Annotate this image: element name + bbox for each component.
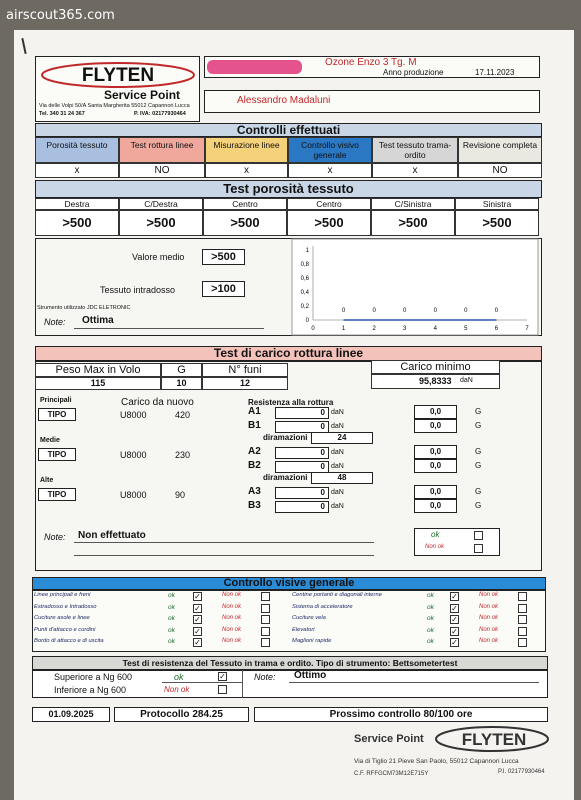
resistenza-note-line (289, 682, 539, 683)
y-tick-label: 0,6 (300, 276, 309, 282)
superiore-checkbox[interactable]: ✓ (219, 672, 226, 681)
inferiore-value: Non ok (164, 685, 190, 694)
diram-label-1: diramazioni (263, 433, 308, 442)
visivi-left-nonok-0: Non ok (222, 592, 242, 598)
visivi-right-nonok-2: Non ok (479, 615, 499, 621)
group-tipo-1[interactable]: TIPO (38, 448, 76, 461)
row-unit-2-1: daN (331, 503, 344, 510)
visivi-left-ok-checkbox-4[interactable]: ✓ (194, 638, 201, 647)
visivi-right-nonok-checkbox-1[interactable] (518, 604, 527, 613)
intradosso-value: >100 (202, 281, 245, 297)
row-ratio-1-0: 0,0 (414, 445, 457, 459)
stamp-logo (432, 724, 552, 754)
visivi-right-ok-3: ok (427, 626, 434, 634)
porosita-value-3: >500 (287, 210, 371, 236)
inferiore-checkbox[interactable] (218, 685, 227, 694)
porosita-value-0: >500 (35, 210, 119, 236)
carico-min-label: Carico minimo (371, 360, 500, 374)
document-page (14, 30, 574, 800)
carico-title: Test di carico rottura linee (35, 346, 542, 361)
visivi-left-ok-2: ok (168, 615, 175, 622)
group-code-0: U8000 (120, 410, 147, 420)
row-value-0-0: 0 (275, 407, 329, 419)
group-code-2: U8000 (120, 490, 147, 500)
controlli-header-3: Controllo visivo generale (288, 137, 372, 163)
row-unit-1-1: daN (331, 463, 344, 470)
porosita-note-label: Note: (44, 317, 66, 327)
header-logo-box (35, 56, 200, 122)
resistenza-note-label: Note: (254, 672, 276, 682)
row-g-0-0: G (475, 407, 482, 416)
controlli-value-1: NO (119, 163, 205, 178)
piva-line: P. IVA: 02177930464 (134, 111, 186, 117)
porosita-header-3: Centro (287, 198, 371, 210)
porosita-header-2: Centro (203, 198, 287, 210)
resistenza-note: Ottimo (294, 670, 327, 681)
tel-line: Tel. 340 31 24 367 (39, 111, 85, 117)
row-label-2-0: A3 (248, 486, 261, 497)
stamp-service-point: Service Point (354, 733, 424, 745)
visivi-right-nonok-0: Non ok (479, 592, 499, 598)
row-g-1-0: G (475, 447, 482, 456)
visivi-right-ok-4: ok (427, 638, 434, 645)
peso-label: Peso Max in Volo (35, 363, 161, 377)
pen-mark (21, 38, 26, 54)
row-ratio-0-0: 0,0 (414, 405, 457, 419)
visivi-right-ok-checkbox-4[interactable]: ✓ (451, 638, 458, 647)
visivi-right-label-4: Maglioni rapide (292, 638, 332, 644)
visivi-right-ok-checkbox-3[interactable]: ✓ (451, 626, 458, 636)
diram-value-2: 48 (311, 472, 373, 484)
carico-min-unit: daN (460, 377, 473, 384)
intradosso-label: Tessuto intradosso (100, 285, 176, 295)
row-unit-0-0: daN (331, 409, 344, 416)
visivi-body (32, 590, 546, 652)
porosita-header-1: C/Destra (119, 198, 203, 210)
row-value-0-1: 0 (275, 421, 329, 433)
row-value-2-1: 0 (275, 501, 329, 513)
porosita-value-5: >500 (455, 210, 539, 236)
visivi-left-label-1: Estradosso e Intradosso (34, 603, 97, 610)
stamp-cf: C.F. RFFGCM73M12E715Y (354, 771, 429, 777)
service-point-label: Service Point (104, 88, 181, 102)
controlli-value-5: NO (458, 163, 542, 178)
visivi-left-nonok-1: Non ok (222, 603, 242, 610)
controlli-header-0: Porosità tessuto (35, 137, 119, 163)
visivi-right-ok-checkbox-0[interactable]: ✓ (451, 592, 458, 601)
row-unit-1-0: daN (331, 449, 344, 456)
porosita-header-5: Sinistra (455, 198, 539, 210)
row-ratio-1-1: 0,0 (414, 459, 457, 473)
x-tick-label: 4 (433, 326, 437, 332)
visivi-left-nonok-checkbox-1[interactable] (261, 604, 270, 613)
group-tipo-0[interactable]: TIPO (38, 408, 76, 421)
logo-text: FLYTEN (81, 65, 155, 86)
carico-nonok-label: Non ok (425, 544, 445, 550)
carico-nonok-checkbox[interactable] (474, 544, 483, 553)
visivi-left-ok-checkbox-0[interactable]: ✓ (194, 592, 201, 601)
y-tick-label: 0,8 (300, 262, 309, 268)
visivi-right-nonok-checkbox-0[interactable] (518, 592, 527, 601)
valore-medio-value: >500 (202, 249, 245, 265)
visivi-left-ok-4: ok (168, 638, 175, 645)
visivi-right-ok-2: ok (427, 615, 434, 622)
row-value-1-0: 0 (275, 447, 329, 459)
model-box (204, 56, 540, 78)
visivi-right-ok-0: ok (427, 592, 434, 599)
visivi-right-ok-checkbox-1[interactable]: ✓ (451, 603, 458, 613)
row-label-0-1: B1 (248, 420, 261, 431)
footer-date: 01.09.2025 (32, 707, 110, 722)
g-label: G (161, 363, 202, 377)
visivi-right-nonok-4: Non ok (479, 638, 499, 644)
visivi-left-nonok-4: Non ok (222, 638, 242, 644)
resistenza-title: Test di resistenza del Tessuto in trama e ordito. Tipo di strumento: Bettsometertest (32, 656, 548, 670)
footer-prossimo: Prossimo controllo 80/100 ore (254, 707, 548, 722)
x-tick-label: 0 (311, 326, 315, 332)
visivi-right-nonok-checkbox-4[interactable] (518, 638, 527, 647)
visivi-left-nonok-checkbox-3[interactable] (261, 627, 270, 636)
diram-value-1: 24 (311, 432, 373, 444)
controlli-value-3: x (288, 163, 372, 178)
row-unit-2-0: daN (331, 489, 344, 496)
visivi-right-label-1: Sistema di acceleratore (292, 603, 353, 610)
visivi-right-nonok-3: Non ok (479, 626, 499, 633)
data-label: 0 (464, 308, 468, 314)
g-value: 10 (161, 377, 202, 390)
superiore-label: Superiore a Ng 600 (54, 672, 133, 682)
row-unit-0-1: daN (331, 423, 344, 430)
visivi-right-nonok-checkbox-3[interactable] (518, 627, 527, 636)
x-tick-label: 1 (341, 326, 346, 332)
porosita-value-2: >500 (203, 210, 287, 236)
row-ratio-0-1: 0,0 (414, 419, 457, 433)
strumento-text: Strumento utilizzato JDC ELETRONIC (37, 305, 131, 311)
visivi-right-label-2: Cuciture vela (292, 615, 326, 621)
row-value-2-0: 0 (275, 487, 329, 499)
visivi-right-ok-checkbox-2[interactable]: ✓ (451, 615, 458, 624)
x-tick-label: 2 (372, 326, 376, 332)
flyten-logo (39, 61, 197, 89)
y-tick-label: 0,4 (300, 290, 309, 296)
visivi-right-nonok-1: Non ok (479, 603, 499, 610)
resistenza-divider-v (242, 670, 243, 698)
visivi-left-label-2: Cuciture asole e linee (34, 615, 90, 621)
row-label-1-1: B2 (248, 460, 261, 471)
porosita-title: Test porosità tessuto (35, 180, 542, 198)
y-tick-label: 1 (305, 248, 309, 254)
visivi-left-ok-checkbox-1[interactable]: ✓ (194, 603, 201, 613)
row-label-0-0: A1 (248, 406, 261, 417)
controlli-header-5: Revisione completa (458, 137, 542, 163)
y-tick-label: 0 (305, 318, 309, 324)
stamp-address: Via di Tiglio 21 Pieve San Paolo, 55012 Capannori Lucca (354, 758, 519, 765)
x-tick-label: 3 (403, 326, 407, 332)
group-name-1: Medie (40, 437, 60, 444)
controlli-title: Controlli effettuati (35, 123, 542, 137)
funi-value: 12 (202, 377, 288, 390)
carico-ok-label: ok (431, 530, 440, 539)
visivi-left-ok-checkbox-2[interactable]: ✓ (194, 615, 201, 624)
controlli-header-4: Test tessuto trama-ordito (372, 137, 458, 163)
carico-ok-box (414, 528, 500, 556)
carico-note-line-2 (74, 555, 374, 556)
footer-protocollo: Protocollo 284.25 (114, 707, 249, 722)
visivi-left-ok-1: ok (168, 603, 175, 611)
row-label-2-1: B3 (248, 500, 261, 511)
visivi-left-ok-checkbox-3[interactable]: ✓ (194, 626, 201, 636)
data-label: 0 (494, 308, 499, 314)
carico-note: Non effettuato (78, 530, 146, 541)
visivi-left-nonok-checkbox-4[interactable] (261, 638, 270, 647)
row-ratio-2-1: 0,0 (414, 499, 457, 513)
controlli-header-2: Misurazione linee (205, 137, 288, 163)
visivi-left-label-3: Punti d'attacco e cordini (34, 626, 96, 633)
porosita-note: Ottima (82, 315, 114, 326)
visivi-left-label-0: Linee principali e freni (34, 592, 91, 598)
visivi-left-label-4: Bordo di attacco e di uscita (34, 638, 104, 644)
carico-ok-checkbox[interactable] (474, 531, 483, 540)
row-value-1-1: 0 (275, 461, 329, 473)
controlli-header-1: Test rottura linee (119, 137, 205, 163)
visivi-right-label-0: Centine portanti e diagonali interne (292, 592, 382, 598)
visivi-left-ok-0: ok (168, 592, 175, 599)
porosita-chart (291, 238, 541, 338)
data-label: 0 (403, 308, 407, 314)
diram-label-2: diramazioni (263, 473, 308, 482)
x-tick-label: 6 (494, 326, 499, 332)
y-tick-label: 0,2 (300, 304, 309, 310)
visivi-left-nonok-checkbox-0[interactable] (261, 592, 270, 601)
model-name: Ozone Enzo 3 Tg. M (325, 57, 417, 68)
visivi-left-ok-3: ok (168, 626, 175, 634)
stamp-piva: P.I. 02177930464 (498, 769, 545, 775)
carico-note-label: Note: (44, 532, 66, 542)
porosita-value-1: >500 (119, 210, 203, 236)
row-g-2-1: G (475, 501, 482, 510)
controlli-value-0: x (35, 163, 119, 178)
visivi-right-ok-1: ok (427, 603, 434, 611)
data-label: 0 (341, 308, 346, 314)
porosita-header-4: C/Sinistra (371, 198, 455, 210)
carico-min-value: 95,8333 (419, 376, 452, 386)
year-value: 17.11.2023 (475, 68, 515, 77)
porosita-value-4: >500 (371, 210, 455, 236)
peso-value: 115 (35, 377, 161, 390)
visivi-left-nonok-2: Non ok (222, 615, 242, 621)
funi-label: N° funi (202, 363, 288, 377)
row-g-1-1: G (475, 461, 482, 470)
group-code-1: U8000 (120, 450, 147, 460)
visivi-left-nonok-3: Non ok (222, 626, 242, 633)
visivi-right-nonok-checkbox-2[interactable] (518, 615, 527, 624)
row-ratio-2-0: 0,0 (414, 485, 457, 499)
redacted-area (207, 60, 302, 74)
group-nuovo-0: 420 (175, 410, 191, 420)
customer-box (204, 90, 540, 113)
controlli-value-4: x (372, 163, 458, 178)
carico-note-line (74, 542, 374, 543)
porosita-header-0: Destra (35, 198, 119, 210)
x-tick-label: 5 (464, 326, 468, 332)
visivi-right-label-3: Elevatori (292, 626, 315, 633)
customer-name: Alessandro Madaluni (237, 95, 331, 106)
controlli-value-2: x (205, 163, 288, 178)
group-nuovo-2: 90 (175, 490, 186, 500)
row-g-0-1: G (475, 421, 482, 430)
visivi-title: Controllo visive generale (32, 577, 546, 590)
porosita-note-line (74, 328, 264, 329)
visivi-left-nonok-checkbox-2[interactable] (261, 615, 270, 624)
superiore-value: ok (174, 672, 184, 682)
group-name-0: Principali (40, 397, 72, 404)
group-nuovo-1: 230 (175, 450, 191, 460)
svg-text:FLYTEN: FLYTEN (461, 730, 527, 749)
year-label: Anno produzione (383, 68, 444, 77)
address-line: Via delle Volpi 50/A Santa Margherita 55012 Capannori Lucca (39, 103, 190, 109)
data-label: 0 (433, 308, 437, 314)
valore-medio-label: Valore medio (132, 252, 185, 262)
group-name-2: Alte (40, 477, 54, 484)
data-label: 0 (372, 308, 376, 314)
x-tick-label: 7 (525, 326, 529, 332)
resistenza-rottura-label: Resistenza alla rottura (248, 398, 334, 407)
resistenza-divider (162, 682, 242, 683)
watermark: airscout365.com (6, 8, 115, 23)
inferiore-label: Inferiore a Ng 600 (54, 685, 127, 695)
row-label-1-0: A2 (248, 446, 261, 457)
carico-nuovo-label: Carico da nuovo (121, 397, 194, 408)
group-tipo-2[interactable]: TIPO (38, 488, 76, 501)
row-g-2-0: G (475, 487, 482, 496)
